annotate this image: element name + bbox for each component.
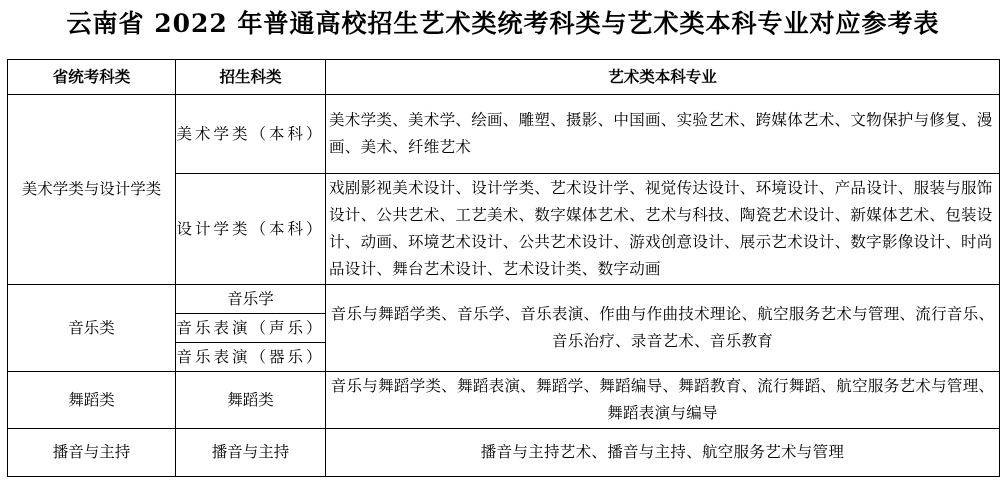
majors-dance: 音乐与舞蹈学类、舞蹈表演、舞蹈学、舞蹈编导、舞蹈教育、流行舞蹈、航空服务艺术与管理、舞蹈表演与编导 xyxy=(326,372,1000,429)
header-row xyxy=(8,60,1000,95)
province-broadcast: 播音与主持 xyxy=(8,429,176,477)
majors-broadcast: 播音与主持艺术、播音与主持、航空服务艺术与管理 xyxy=(326,429,1000,477)
recruit-fine-art: 美术学类（本科） xyxy=(176,95,326,174)
province-dance: 舞蹈类 xyxy=(8,372,176,429)
page-title: 云南省 2022 年普通高校招生艺术类统考科类与艺术类本科专业对应参考表 xyxy=(66,9,940,38)
recruit-broadcast: 播音与主持 xyxy=(176,429,326,477)
table-row xyxy=(8,429,1000,477)
header-recruit: 招生科类 xyxy=(176,60,326,95)
table-row xyxy=(8,95,1000,174)
majors-design: 戏剧影视美术设计、设计学类、艺术设计学、视觉传达设计、环境设计、产品设计、服装与服饰设计、公共艺术、工艺美术、数字媒体艺术、艺术与科技、陶瓷艺术设计、新媒体艺术、包装设计、动画、环境艺术设计、公共艺术设计、游戏创意设计、展示艺术设计、数字影像设计、时尚品设计、舞台艺术设计、艺术设计类、数字动画 xyxy=(326,174,1000,285)
recruit-dance: 舞蹈类 xyxy=(176,372,326,429)
majors-music: 音乐与舞蹈学类、音乐学、音乐表演、作曲与作曲技术理论、航空服务艺术与管理、流行音乐、音乐治疗、录音艺术、音乐教育 xyxy=(326,285,1000,372)
table-row xyxy=(8,285,1000,314)
header-province: 省统考科类 xyxy=(8,60,176,95)
recruit-musicology: 音乐学 xyxy=(176,285,326,314)
recruit-instrumental: 音乐表演（器乐） xyxy=(176,343,326,372)
province-music: 音乐类 xyxy=(8,285,176,372)
majors-fine-art: 美术学类、美术学、绘画、雕塑、摄影、中国画、实验艺术、跨媒体艺术、文物保护与修复、漫画、美术、纤维艺术 xyxy=(326,95,1000,174)
recruit-design: 设计学类（本科） xyxy=(176,174,326,285)
reference-table xyxy=(7,59,1000,477)
province-art-design: 美术学类与设计学类 xyxy=(8,95,176,285)
header-majors: 艺术类本科专业 xyxy=(326,60,1000,95)
table-row xyxy=(8,372,1000,429)
recruit-vocal: 音乐表演（声乐） xyxy=(176,314,326,343)
